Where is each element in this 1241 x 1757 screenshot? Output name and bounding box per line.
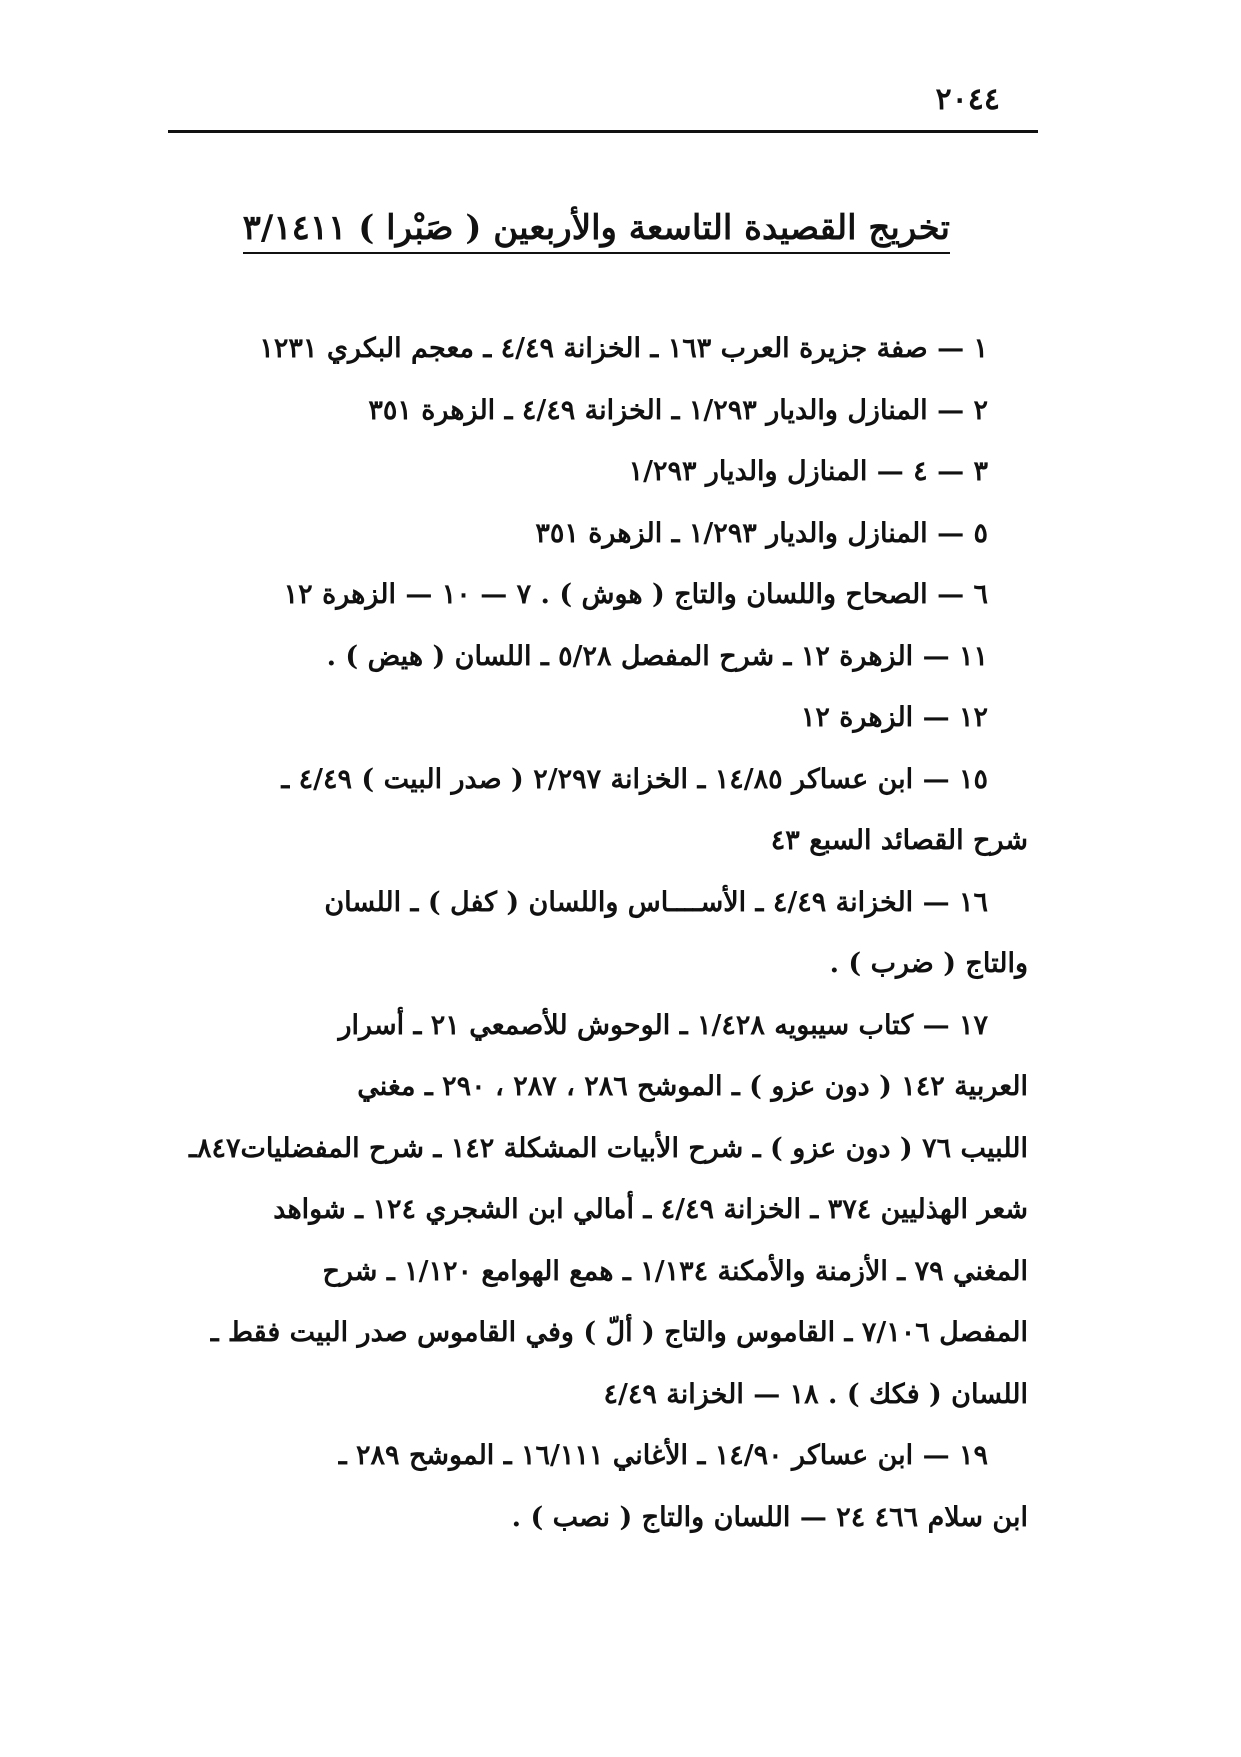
reference-continuation: المفصل ٧/١٠٦ ـ القاموس والتاج ( ألّ ) وفي القاموس صدر البيت فقط ـ — [210, 1317, 1028, 1348]
references-body — [170, 318, 1028, 1548]
reference-line: ١٢ — الزهرة ١٢ — [800, 702, 988, 733]
reference-continuation: ابن سلام ٤٦٦ ٢٤ — اللسان والتاج ( نصب ) . — [511, 1501, 1028, 1533]
page-number: ٢٠٤٤ — [935, 82, 1000, 117]
reference-continuation: شرح القصائد السبع ٤٣ — [770, 825, 1028, 856]
reference-line: ١١ — الزهرة ١٢ ـ شرح المفصل ٥/٢٨ ـ اللسان ( هيض ) . — [326, 640, 988, 672]
reference-line: ١ — صفة جزيرة العرب ١٦٣ ـ الخزانة ٤/٤٩ ـ معجم البكري ١٢٣١ — [259, 333, 988, 364]
section-title: تخريج القصيدة التاسعة والأربعين ( صَبْرا ) ٣/١٤١١ — [243, 208, 950, 254]
reference-line: ١٧ — كتاب سيبويه ١/٤٢٨ ـ الوحوش للأصمعي ٢١ ـ أسرار — [338, 1009, 988, 1041]
reference-line: ٥ — المنازل والديار ١/٢٩٣ ـ الزهرة ٣٥١ — [535, 517, 988, 549]
reference-continuation: المغني ٧٩ ـ الأزمنة والأمكنة ١/١٣٤ ـ همع الهوامع ١/١٢٠ ـ شرح — [322, 1255, 1028, 1287]
header-rule — [168, 130, 1038, 133]
reference-continuation: والتاج ( ضرب ) . — [829, 948, 1028, 979]
title-block — [242, 208, 950, 254]
reference-continuation: اللسان ( فكك ) . ١٨ — الخزانة ٤/٤٩ — [603, 1378, 1028, 1410]
reference-line: ٦ — الصحاح واللسان والتاج ( هوش ) . ٧ — ١٠ — الزهرة ١٢ — [283, 579, 988, 610]
reference-line: ١٩ — ابن عساكر ١٤/٩٠ ـ الأغاني ١٦/١١١ ـ الموشح ٢٨٩ ـ — [338, 1440, 988, 1471]
reference-line: ١٦ — الخزانة ٤/٤٩ ـ الأســــاس واللسان ( كفل ) ـ اللسان — [324, 886, 988, 918]
reference-line: ٣ — ٤ — المنازل والديار ١/٢٩٣ — [628, 456, 988, 487]
reference-line: ٢ — المنازل والديار ١/٢٩٣ ـ الخزانة ٤/٤٩ ـ الزهرة ٣٥١ — [368, 394, 988, 426]
reference-continuation: شعر الهذليين ٣٧٤ ـ الخزانة ٤/٤٩ ـ أمالي ابن الشجري ١٢٤ ـ شواهد — [273, 1194, 1028, 1225]
reference-continuation: اللبيب ٧٦ ( دون عزو ) ـ شرح الأبيات المشكلة ١٤٢ ـ شرح المفضليات٨٤٧ـ — [189, 1132, 1028, 1164]
reference-line: ١٥ — ابن عساكر ١٤/٨٥ ـ الخزانة ٢/٢٩٧ ( صدر البيت ) ٤/٤٩ ـ — [281, 763, 988, 795]
reference-continuation: العربية ١٤٢ ( دون عزو ) ـ الموشح ٢٨٦ ، ٢٨٧ ، ٢٩٠ ـ مغني — [357, 1071, 1028, 1102]
